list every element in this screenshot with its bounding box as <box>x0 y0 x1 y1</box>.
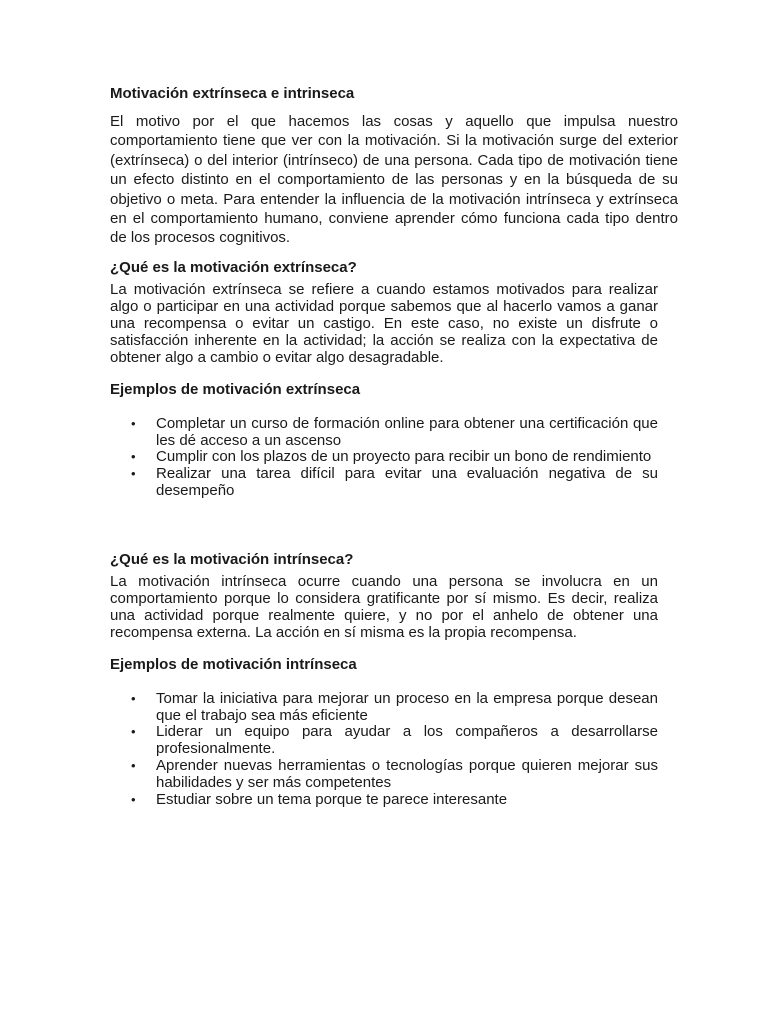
list-item-text: Tomar la iniciativa para mejorar un proceso en la empresa porque desean que el trabajo sea más eficiente <box>156 689 658 724</box>
list-item <box>110 449 658 466</box>
document-title: Motivación extrínseca e intrinseca <box>110 85 355 102</box>
list-item <box>110 691 658 725</box>
intro-paragraph: El motivo por el que hacemos las cosas y aquello que impulsa nuestro comportamiento tiene que ver con la motivación. Si la motivación surge del exterior (extrínseca) o del interior (intrínseco) de una persona. Cada tipo de motivación tiene un efecto distinto en el comportamiento de las personas y en la búsqueda de su objetivo o meta. Para entender la influencia de la motivación intrínseca y extrínseca en el comportamiento humano, conviene aprender cómo funciona cada tipo dentro de los procesos cognitivos. <box>110 113 678 247</box>
list-item <box>110 792 658 809</box>
list-item-text: Completar un curso de formación online para obtener una certificación que les dé acceso a un ascenso <box>156 414 658 449</box>
extrinsic-examples-heading: Ejemplos de motivación extrínseca <box>110 380 361 398</box>
list-item-text: Estudiar sobre un tema porque te parece interesante <box>156 790 508 808</box>
extrinsic-paragraph: La motivación extrínseca se refiere a cuando estamos motivados para realizar algo o participar en una actividad porque sabemos que al hacerlo vamos a ganar una recompensa o evitar un castigo. En este caso, no existe un disfrute o satisfacción inherente en la actividad; la acción se realiza con la expectativa de obtener algo a cambio o evitar algo desagradable. <box>110 280 658 366</box>
list-item <box>110 466 658 500</box>
intrinsic-paragraph: La motivación intrínseca ocurre cuando una persona se involucra en un comportamiento porque lo considera gratificante por sí mismo. Es decir, realiza una actividad porque realmente quiere, y no por el anhelo de obtener una recompensa externa. La acción en sí misma es la propia recompensa. <box>110 572 658 641</box>
list-item-text: Liderar un equipo para ayudar a los compañeros a desarrollarse profesionalmente. <box>156 723 658 758</box>
document-page <box>110 84 678 808</box>
bullet-icon: • <box>131 415 136 431</box>
bullet-icon: • <box>131 449 136 465</box>
list-item <box>110 724 658 758</box>
section-spacer <box>110 500 678 550</box>
bullet-icon: • <box>131 758 136 774</box>
intrinsic-heading: ¿Qué es la motivación intrínseca? <box>110 550 354 568</box>
list-item-text: Cumplir con los plazos de un proyecto para recibir un bono de rendimiento <box>156 448 652 466</box>
bullet-icon: • <box>131 724 136 740</box>
list-item-text: Realizar una tarea difícil para evitar una evaluación negativa de su desempeño <box>156 465 658 500</box>
bullet-icon: • <box>131 690 136 706</box>
extrinsic-heading: ¿Qué es la motivación extrínseca? <box>110 258 357 276</box>
intrinsic-examples-heading: Ejemplos de motivación intrínseca <box>110 655 357 673</box>
list-item <box>110 416 658 450</box>
intrinsic-examples-list <box>110 691 658 809</box>
list-item <box>110 758 658 792</box>
extrinsic-examples-list <box>110 416 658 500</box>
list-item-text: Aprender nuevas herramientas o tecnologías porque quieren mejorar sus habilidades y ser más competentes <box>156 757 658 791</box>
bullet-icon: • <box>131 466 136 482</box>
bullet-icon: • <box>131 791 136 807</box>
